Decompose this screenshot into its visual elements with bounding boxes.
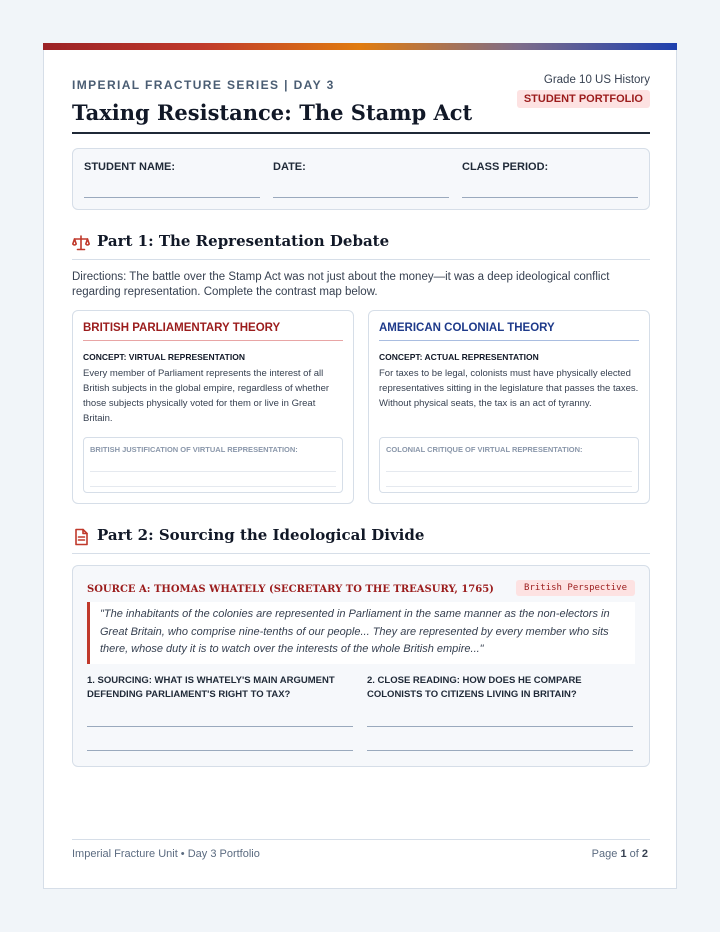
top-color-bar <box>43 43 677 50</box>
student-name-line[interactable] <box>84 197 260 198</box>
worksheet-page <box>43 43 677 889</box>
part2-title: Part 2: Sourcing the Ideological Divide <box>97 526 425 544</box>
answer-line <box>386 486 632 487</box>
student-name-label: STUDENT NAME: <box>84 161 176 173</box>
british-theory-heading: BRITISH PARLIAMENTARY THEORY <box>83 322 343 341</box>
footer-unit-label: Imperial Fracture Unit • Day 3 Portfolio <box>72 848 260 860</box>
portfolio-badge: STUDENT PORTFOLIO <box>517 90 650 108</box>
part1-title: Part 1: The Representation Debate <box>97 232 390 250</box>
q2-answer-line[interactable] <box>367 750 633 751</box>
part1-heading <box>72 232 650 260</box>
class-period-field[interactable] <box>462 161 638 173</box>
page-of: of <box>629 848 639 860</box>
page-word: Page <box>591 848 618 860</box>
american-theory-card <box>368 310 650 504</box>
class-period-label: CLASS PERIOD: <box>462 161 549 173</box>
source-a-box <box>72 565 650 767</box>
answer-line <box>90 471 336 472</box>
american-description: For taxes to be legal, colonists must have physically elected representatives sitting in the legislature that passes the taxes. Without physical seats, the tax is an act of tyranny. <box>379 368 639 409</box>
class-period-line[interactable] <box>462 197 638 198</box>
british-concept: CONCEPT: VIRTUAL REPRESENTATION <box>83 352 245 362</box>
british-theory-card <box>72 310 354 504</box>
date-label: DATE: <box>273 161 306 173</box>
q2-answer-line[interactable] <box>367 726 633 727</box>
page-current: 1 <box>620 848 627 860</box>
q1-answer-line[interactable] <box>87 750 353 751</box>
page-number <box>592 848 648 860</box>
answer-line <box>386 471 632 472</box>
q1-answer-line[interactable] <box>87 726 353 727</box>
student-info-box <box>72 148 650 210</box>
footer-divider <box>72 839 650 840</box>
grade-label: Grade 10 US History <box>543 74 650 86</box>
part1-directions: Directions: The battle over the Stamp Act was not just about the money—it was a deep ideological conflict regarding representation. Complete the contrast map below. <box>72 271 610 298</box>
document-icon <box>72 528 90 546</box>
american-theory-heading: AMERICAN COLONIAL THEORY <box>379 322 639 341</box>
page-title: Taxing Resistance: The Stamp Act <box>72 100 473 125</box>
source-title: SOURCE A: THOMAS WHATELY (SECRETARY TO THE TREASURY, 1765) <box>87 584 494 595</box>
series-label: IMPERIAL FRACTURE SERIES | DAY 3 <box>72 78 335 92</box>
page-total: 2 <box>641 848 648 860</box>
perspective-badge: British Perspective <box>516 580 635 596</box>
answer-line <box>90 486 336 487</box>
question-1: 1. SOURCING: WHAT IS WHATELY'S MAIN ARGUMENT DEFENDING PARLIAMENT'S RIGHT TO TAX? <box>87 675 335 700</box>
british-justification-label: BRITISH JUSTIFICATION OF VIRTUAL REPRESENTATION: <box>90 445 298 454</box>
source-quote: "The inhabitants of the colonies are represented in Parliament in the same manner as the non-electors in Great Britain, who comprise nine-tenths of our people... They are represented by every member who sits there, whose duty it is to watch over the interests of the whole British empire..." <box>87 602 635 664</box>
british-description: Every member of Parliament represents the interest of all British subjects in the global empire, regardless of whether those subjects physically voted for them or live in Great Britain. <box>83 368 330 424</box>
part2-heading <box>72 526 650 554</box>
student-name-field[interactable] <box>84 161 260 173</box>
colonial-critique-box[interactable] <box>379 437 639 493</box>
scale-icon <box>72 234 90 252</box>
date-field[interactable] <box>273 161 449 173</box>
header-divider <box>72 132 650 134</box>
american-concept: CONCEPT: ACTUAL REPRESENTATION <box>379 352 539 362</box>
british-justification-box[interactable] <box>83 437 343 493</box>
question-2: 2. CLOSE READING: HOW DOES HE COMPARE COLONISTS TO CITIZENS LIVING IN BRITAIN? <box>367 675 582 700</box>
date-line[interactable] <box>273 197 449 198</box>
colonial-critique-label: COLONIAL CRITIQUE OF VIRTUAL REPRESENTATION: <box>386 445 583 454</box>
